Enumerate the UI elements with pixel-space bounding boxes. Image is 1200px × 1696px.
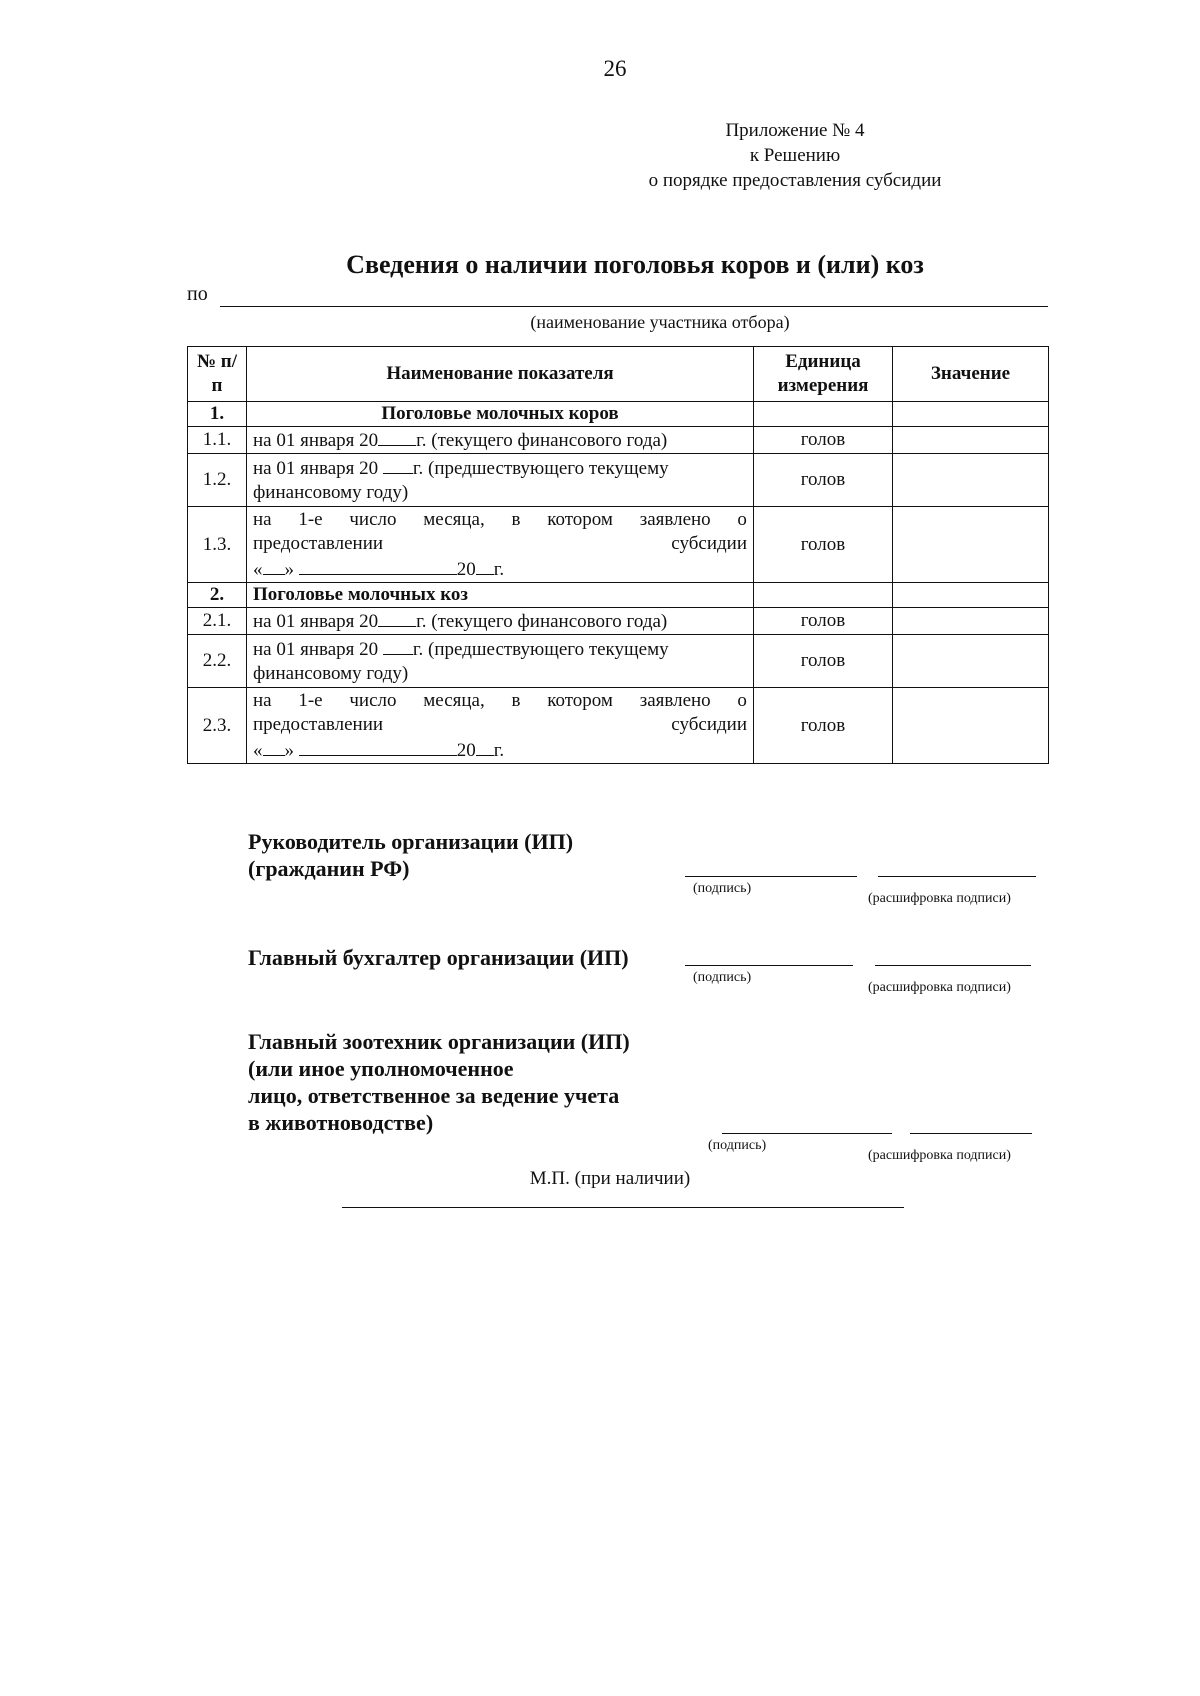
row-num: 1.1.	[188, 427, 247, 454]
table-row	[188, 688, 1049, 764]
year-blank[interactable]	[383, 455, 413, 474]
accountant-decoding-field[interactable]	[875, 965, 1031, 966]
page-number: 26	[603, 56, 627, 81]
year-blank[interactable]	[383, 636, 413, 655]
row-name: на 01 января 20 г. (предшествующего текущему финансовому году)	[247, 635, 754, 688]
value-cell[interactable]	[893, 454, 1049, 507]
value-cell[interactable]	[893, 688, 1049, 764]
header-name: Наименование показателя	[247, 347, 754, 402]
row-name: на 1-е число месяца, в котором заявлено о предоставлении субсидии « » 20 г.	[247, 688, 754, 764]
appendix-line-2: к Решению	[749, 145, 841, 166]
stamp-note: М.П. (при наличии)	[529, 1168, 691, 1189]
month-blank[interactable]	[299, 556, 457, 575]
row-num: 2.3.	[188, 688, 247, 764]
head-decoding-caption: (расшифровка подписи)	[868, 891, 1011, 906]
row-num: 1.3.	[188, 507, 247, 583]
value-cell[interactable]	[893, 583, 1049, 608]
table-row	[188, 454, 1049, 507]
appendix-block	[560, 118, 1030, 193]
table-row	[188, 507, 1049, 583]
row-unit: голов	[754, 635, 893, 688]
value-cell[interactable]	[893, 507, 1049, 583]
head-decoding-field[interactable]	[878, 876, 1036, 877]
month-blank[interactable]	[299, 737, 457, 756]
head-signature-field[interactable]	[685, 876, 857, 877]
row-unit: голов	[754, 507, 893, 583]
table-row	[188, 427, 1049, 454]
recipient-caption: (наименование участника отбора)	[530, 312, 790, 332]
row-num: 1.2.	[188, 454, 247, 507]
year-blank[interactable]	[378, 427, 416, 446]
accountant-signature-field[interactable]	[685, 965, 853, 966]
livestock-table	[187, 346, 1049, 764]
row-unit: голов	[754, 454, 893, 507]
year-blank[interactable]	[476, 737, 494, 756]
recipient-label: по	[187, 283, 208, 305]
day-blank[interactable]	[263, 556, 285, 575]
zootechnician-decoding-field[interactable]	[910, 1133, 1032, 1134]
row-name: на 1-е число месяца, в котором заявлено о предоставлении субсидии « » 20 г.	[247, 507, 754, 583]
table-row	[188, 402, 1049, 427]
document-title: Сведения о наличии поголовья коров и (или) коз	[346, 250, 924, 279]
zootechnician-signatory: Главный зоотехник организации (ИП) (или иное уполномоченное лицо, ответственное за ведение учета в животноводстве)	[248, 1029, 630, 1135]
value-cell[interactable]	[893, 635, 1049, 688]
header-num: № п/п	[188, 347, 247, 402]
appendix-line-3: о порядке предоставления субсидии	[648, 170, 942, 191]
value-cell[interactable]	[893, 427, 1049, 454]
accountant-signature-caption: (подпись)	[693, 970, 752, 985]
value-cell[interactable]	[893, 608, 1049, 635]
year-blank[interactable]	[378, 608, 416, 627]
day-blank[interactable]	[263, 737, 285, 756]
head-signature-caption: (подпись)	[693, 881, 752, 896]
unit-cell	[754, 402, 893, 427]
row-unit: голов	[754, 608, 893, 635]
row-name: на 01 января 20 г. (предшествующего текущему финансовому году)	[247, 454, 754, 507]
appendix-line-1: Приложение № 4	[725, 120, 865, 141]
section-num: 2.	[188, 583, 247, 608]
recipient-name-field[interactable]	[220, 306, 1048, 307]
table-row	[188, 583, 1049, 608]
stamp-line	[342, 1207, 904, 1208]
zootechnician-signature-caption: (подпись)	[708, 1138, 767, 1153]
table-row	[188, 608, 1049, 635]
section-title: Поголовье молочных коз	[247, 583, 754, 608]
row-num: 2.2.	[188, 635, 247, 688]
row-unit: голов	[754, 427, 893, 454]
head-signatory: Руководитель организации (ИП) (гражданин РФ)	[248, 829, 574, 881]
row-name: на 01 января 20 г. (текущего финансового года)	[247, 608, 754, 635]
table-header-row	[188, 347, 1049, 402]
row-line-1: на 1-е число месяца, в котором заявлено о	[253, 689, 747, 711]
accountant-signatory: Главный бухгалтер организации (ИП)	[248, 945, 629, 970]
zootechnician-signature-field[interactable]	[722, 1133, 892, 1134]
row-name: на 01 января 20 г. (текущего финансового года)	[247, 427, 754, 454]
row-unit: голов	[754, 688, 893, 764]
row-line-1: на 1-е число месяца, в котором заявлено о	[253, 508, 747, 530]
year-blank[interactable]	[476, 556, 494, 575]
header-value: Значение	[893, 347, 1049, 402]
table-row	[188, 635, 1049, 688]
row-num: 2.1.	[188, 608, 247, 635]
accountant-decoding-caption: (расшифровка подписи)	[868, 980, 1011, 995]
header-unit: Единица измерения	[754, 347, 893, 402]
zootechnician-decoding-caption: (расшифровка подписи)	[868, 1148, 1011, 1163]
section-num: 1.	[188, 402, 247, 427]
section-title: Поголовье молочных коров	[247, 402, 754, 427]
value-cell[interactable]	[893, 402, 1049, 427]
unit-cell	[754, 583, 893, 608]
